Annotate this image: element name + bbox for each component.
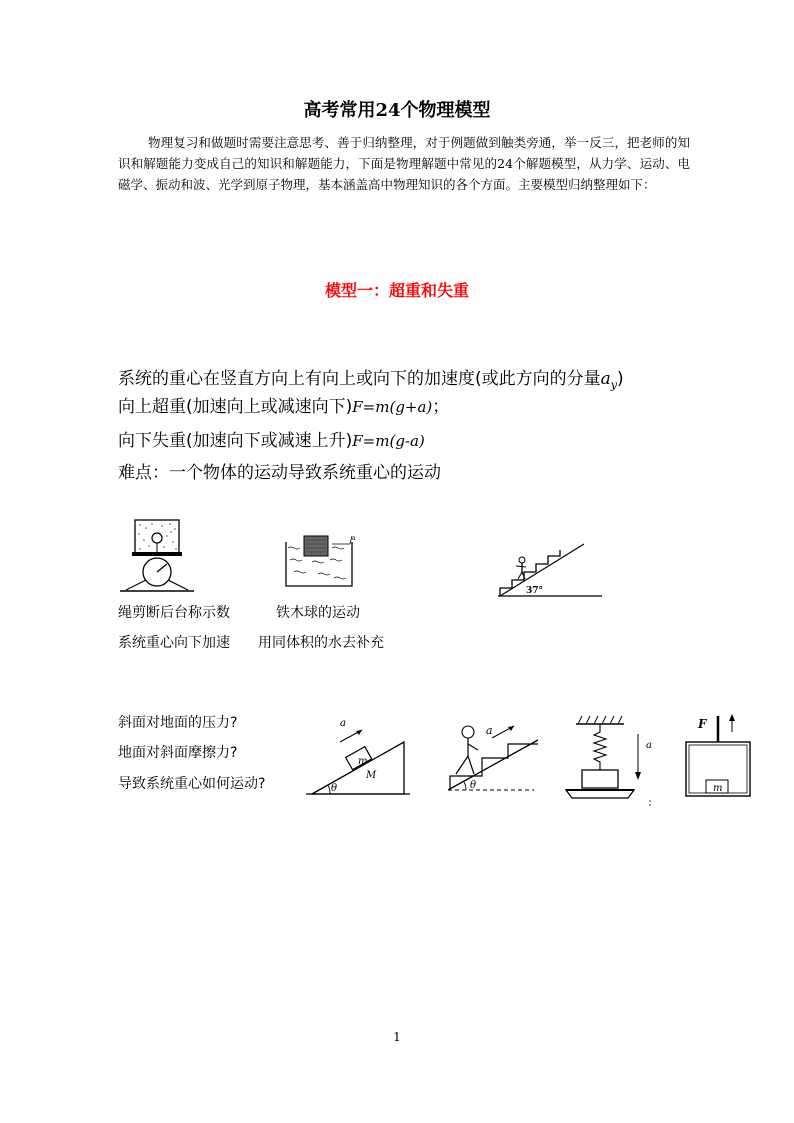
- label-a-spring: a: [646, 740, 652, 751]
- figure-water-tank: [282, 532, 362, 592]
- caption-fig2-line1: 铁木球的运动: [276, 605, 360, 621]
- label-m: m: [358, 756, 368, 767]
- caption-fig1-line2: 系统重心向下加速: [118, 635, 230, 651]
- label-M: M: [366, 770, 377, 781]
- label-theta-incline: θ: [331, 783, 338, 794]
- line1-text: 系统的重心在竖直方向上有向上或向下的加速度(或此方向的分量: [118, 369, 601, 389]
- text-line-3: [118, 426, 425, 451]
- label-theta-person: θ: [470, 780, 477, 791]
- text-line-1: [118, 364, 624, 391]
- line3-text: 向下失重(加速向下或减速上升): [118, 431, 353, 451]
- figure-scale: [118, 516, 198, 596]
- line1-var: a: [600, 369, 611, 389]
- figure-stairs-37: [494, 540, 604, 602]
- line2-text: 向上超重(加速向上或减速向下): [118, 397, 353, 417]
- line2-end: ；: [432, 397, 450, 417]
- line1-sub: y: [610, 378, 617, 392]
- intro-paragraph: 物理复习和做题时需要注意思考、善于归纳整理，对于例题做到触类旁通，举一反三，把老师的知识和解题能力变成自己的知识和解题能力，下面是物理解题中常见的24个解题模型，从力学、运动、电磁学、振动和波、光学到原子物理，基本涵盖高中物理知识的各个方面。主要模型归纳整理如下：: [118, 135, 690, 192]
- text-line-2: [118, 392, 449, 417]
- tank-label-mark: a: [352, 535, 356, 542]
- line3-formula: F=m(g-a): [352, 432, 425, 450]
- question-2: 地面对斜面摩擦力?: [118, 745, 238, 761]
- label-m-box: m: [713, 783, 723, 794]
- angle-37-label: 37°: [526, 586, 544, 596]
- line1-close: ): [617, 369, 624, 389]
- caption-fig2-line2: 用同体积的水去补充: [258, 635, 384, 651]
- label-F: F: [698, 717, 707, 731]
- figure-incline-block: [304, 712, 412, 800]
- text-line-4: 难点：一个物体的运动导致系统重心的运动: [118, 463, 441, 483]
- figure-spring-mass: [562, 712, 662, 808]
- label-a-incline: a: [340, 718, 346, 729]
- figure-person-stairs: [438, 712, 548, 800]
- question-1: 斜面对地面的压力?: [118, 715, 238, 731]
- label-a-person: a: [486, 724, 493, 737]
- page-title: 高考常用24个物理模型: [303, 100, 491, 121]
- page-number: 1: [393, 1030, 401, 1044]
- figure-box-force: [682, 712, 756, 800]
- caption-fig1-line1: 绳剪断后台称示数: [118, 605, 230, 621]
- line2-formula: F=m(g+a): [352, 398, 433, 416]
- section-title: 模型一：超重和失重: [324, 281, 469, 300]
- question-3: 导致系统重心如何运动?: [118, 776, 266, 792]
